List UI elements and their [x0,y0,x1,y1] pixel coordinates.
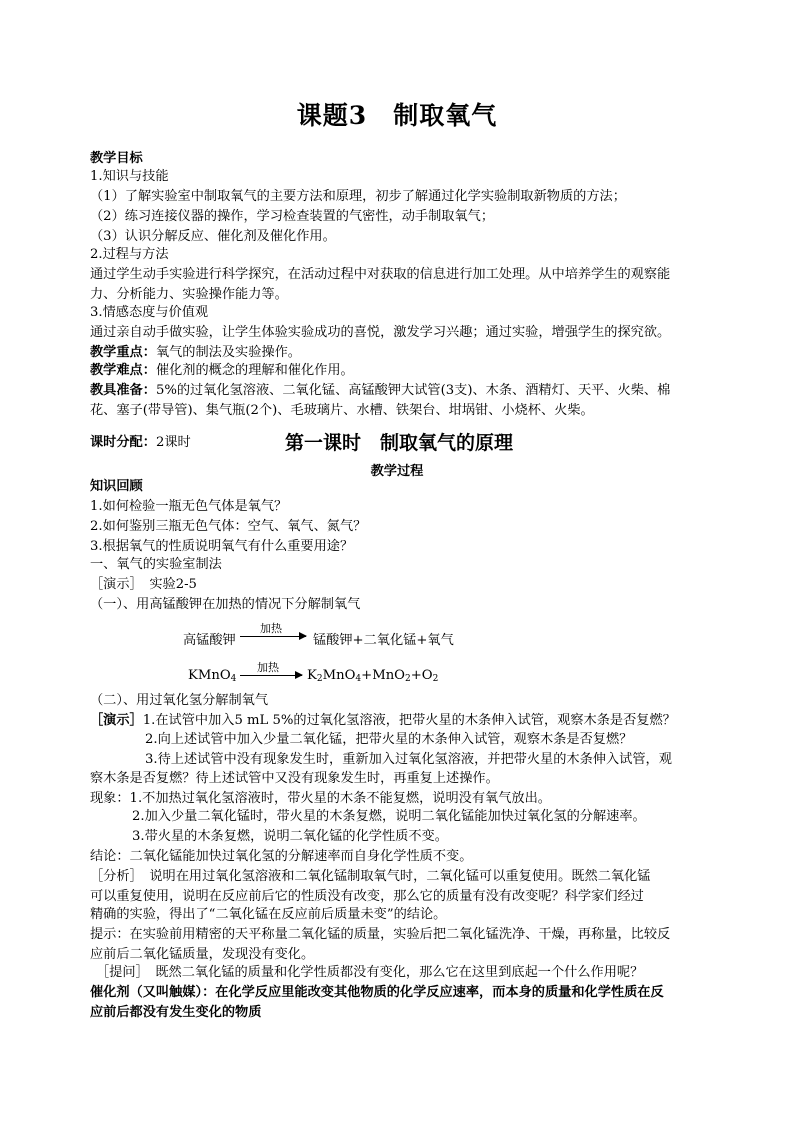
eq1-right: 锰酸钾+二氧化锰+氧气 [313,633,454,648]
review-q2: 2.如何鉴别三瓶无色气体：空气、氧气、氮气？ [90,519,367,534]
diff-text: 催化剂的概念的理解和催化作用。 [155,363,354,378]
key-point [90,344,301,362]
analysis-2: 可以重复使用，说明在反应前后它的性质没有改变，那么它的质量有没有改变呢？科学家们经过 [90,889,644,904]
demo-2-3a: 3.待上述试管中没有现象发生时，重新加入过氧化氢溶液，并把带火星的木条伸入试管，观 [145,752,672,767]
question: ［提问］ 既然二氧化锰的质量和化学性质都没有变化，那么它在这里到底起一个什么作用呢？ [96,965,644,980]
goal-k3-1: 通过亲自动手做实验，让学生体验实验成功的喜悦，激发学习兴趣；通过实验，增强学生的探究欲。 [90,325,671,340]
goal-k2-2: 力、分析能力、实验操作能力等。 [90,287,288,302]
demo-1: ［演示］ 实验2-5 [90,577,197,592]
goal-k3: 3.情感态度与价值观 [90,305,209,320]
preparation-2: 花、塞子(带导管)、集气瓶(2个)、毛玻璃片、水槽、铁架台、坩埚钳、小烧杯、火柴。 [90,403,594,418]
analysis-1: ［分析］ 说明在用过氧化氢溶液和二氧化锰制取氧气时，二氧化锰可以重复使用。既然二氧化锰 [90,869,651,884]
observation-2: 2.加入少量二氧化锰时，带火星的木条复燃，说明二氧化锰能加快过氧化氢的分解速率。 [132,809,646,824]
lesson-subtitle: 第一课时 制取氧气的原理 [285,432,514,454]
eq2-left-formula: KMnO [188,668,231,683]
conclusion: 结论：二氧化锰能加快过氧化氢的分解速率而自身化学性质不变。 [90,849,473,864]
observation-3: 3.带火星的木条复燃，说明二氧化锰的化学性质不变。 [132,829,448,844]
section-1: 一、氧气的实验室制法 [90,557,222,572]
catalyst-definition-1: 催化剂（又叫触媒）：在化学反应里能改变其他物质的化学反应速率，而本身的质量和化学性质在反 [90,985,664,1000]
eq1-condition: 加热 [260,622,282,635]
eq2-left: KMnO$_4$ [188,668,237,684]
observation-1: 现象：1.不加热过氧化氢溶液时，带火星的木条不能复燃，说明没有氧气放出。 [90,791,551,806]
goal-k2: 2.过程与方法 [90,247,169,262]
eq2-arrow [240,675,302,676]
demo-2-2: 2.向上述试管中加入少量二氧化锰，把带火星的木条伸入试管，观察木条是否复燃？ [145,732,633,747]
review-q3: 3.根据氧气的性质说明氧气有什么重要用途？ [90,539,354,554]
diff-label: 教学难点： [90,363,156,378]
goal-k1-3: （3）认识分解反应、催化剂及催化作用。 [90,229,336,244]
review-q1: 1.如何检验一瓶无色气体是氧气？ [90,499,288,514]
demo-2-3b: 察木条是否复燃？待上述试管中又没有现象发生时，再重复上述操作。 [90,771,499,786]
time-allocation [90,434,191,452]
prep-text-1: 5%的过氧化氢溶液、二氧化锰、高锰酸钾大试管(3支)、木条、酒精灯、天平、火柴、棉 [155,383,671,398]
key-text: 氧气的制法及实验操作。 [155,345,301,360]
time-label: 课时分配： [90,435,156,450]
demo-2-1 [90,712,676,730]
prep-label: 教具准备： [90,383,156,398]
goal-k1-2: （2）练习连接仪器的操作，学习检查装置的气密性，动手制取氧气； [90,209,495,224]
goal-k2-1: 通过学生动手实验进行科学探究，在活动过程中对获取的信息进行加工处理。从中培养学生的观察能 [90,267,671,282]
eq2-condition: 加热 [257,661,279,674]
page-title: 课题3 制取氧气 [296,101,498,130]
part-2: （二）、用过氧化氢分解制氧气 [90,693,269,708]
hint-2: 应前后二氧化锰质量，发现没有变化。 [90,947,315,962]
part-1: （一）、用高锰酸钾在加热的情况下分解制氧气 [90,597,361,612]
eq1-left: 高锰酸钾 [183,633,236,648]
review-heading: 知识回顾 [90,479,143,494]
catalyst-definition-2: 应前后都没有发生变化的物质 [90,1005,262,1020]
process-heading: 教学过程 [370,464,424,479]
eq1-arrow [240,636,306,637]
difficult-point [90,362,354,380]
demo-2-step1: 1.在试管中加入5 mL 5%的过氧化氢溶液，把带火星的木条伸入试管，观察木条是否复燃？ [142,713,676,728]
preparation [90,382,670,400]
goals-heading: 教学目标 [90,151,143,166]
goal-k1: 1.知识与技能 [90,169,169,184]
key-label: 教学重点： [90,345,156,360]
time-text: 2课时 [155,435,191,450]
eq2-right: $K_2MnO_4+MnO_2+O_2$ [307,668,439,684]
demo-2-label: ［演示］ [90,713,143,728]
analysis-3: 精确的实验，得出了“二氧化锰在反应前后质量未变”的结论。 [90,907,447,922]
goal-k1-1: （1）了解实验室中制取氧气的主要方法和原理，初步了解通过化学实验制取新物质的方法； [90,189,626,204]
hint-1: 提示：在实验前用精密的天平称量二氧化锰的质量，实验后把二氧化锰洗净、干燥，再称量，比较反 [90,927,671,942]
